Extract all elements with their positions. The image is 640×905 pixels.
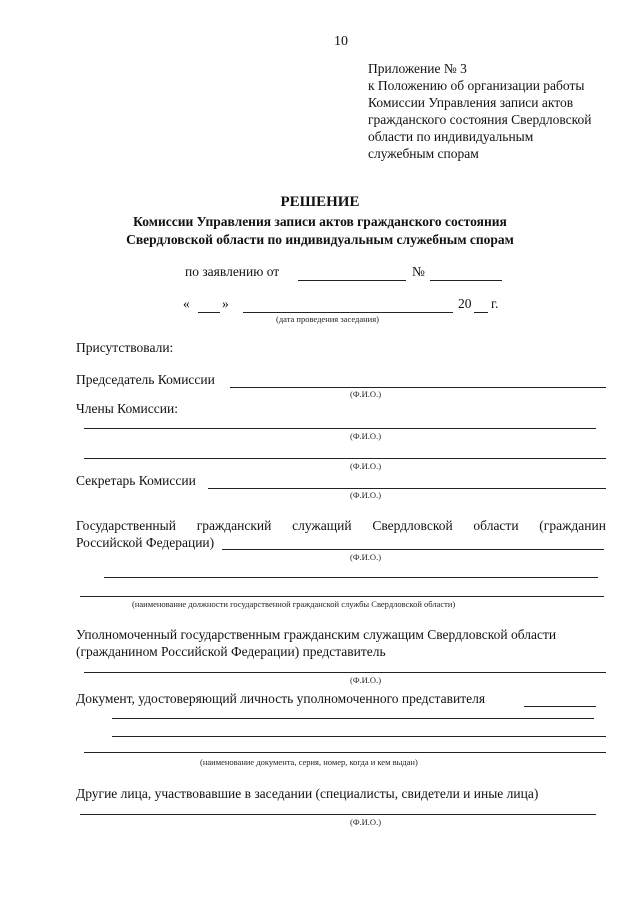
date-caption: (дата проведения заседания) <box>276 314 379 324</box>
appendix-note <box>368 60 592 162</box>
chairman-label: Председатель Комиссии <box>76 372 215 387</box>
representative-line-1: Уполномоченный государственным гражданским служащим Свердловской области <box>76 627 557 642</box>
secretary-field[interactable] <box>208 488 606 489</box>
servant-word: Государственный <box>76 518 176 533</box>
servant-word: области <box>473 518 519 533</box>
fio-caption: (Ф.И.О.) <box>350 675 382 685</box>
representative-line-2: (гражданином Российской Федерации) представитель <box>76 644 386 659</box>
fio-caption: (Ф.И.О.) <box>350 389 382 399</box>
document-title: РЕШЕНИЕ <box>280 194 360 210</box>
year-field[interactable] <box>474 312 488 313</box>
servant-word: Свердловской <box>372 518 453 533</box>
representative-field[interactable] <box>84 672 606 673</box>
fio-caption: (Ф.И.О.) <box>350 461 382 471</box>
document-field-2[interactable] <box>112 736 606 737</box>
member-field-2[interactable] <box>84 458 606 459</box>
application-date-field[interactable] <box>298 280 406 281</box>
quote-open: « <box>183 296 190 311</box>
member-field-1[interactable] <box>84 428 596 429</box>
servant-line-2: Российской Федерации) <box>76 535 215 550</box>
appendix-line: гражданского состояния Свердловской <box>368 112 592 127</box>
servant-word: гражданский <box>196 518 272 533</box>
position-field[interactable] <box>80 596 604 597</box>
document-field-3[interactable] <box>84 752 606 753</box>
position-caption: (наименование должности государственной гражданской службы Свердловской области) <box>132 599 456 609</box>
others-label: Другие лица, участвовавшие в заседании (специалисты, свидетели и иные лица) <box>76 786 539 801</box>
servant-line-1 <box>76 518 606 534</box>
appendix-line: Приложение № 3 <box>368 61 467 76</box>
secretary-label: Секретарь Комиссии <box>76 473 196 488</box>
servant-word: (гражданин <box>539 518 606 533</box>
others-field[interactable] <box>80 814 596 815</box>
appendix-line: к Положению об организации работы <box>368 78 585 93</box>
servant-word: служащий <box>292 518 352 533</box>
fio-caption: (Ф.И.О.) <box>350 552 382 562</box>
servant-name-field[interactable] <box>222 549 604 550</box>
year-prefix: 20 <box>458 296 472 311</box>
page-number: 10 <box>334 34 348 49</box>
document-subtitle <box>0 213 640 249</box>
fio-caption: (Ф.И.О.) <box>350 431 382 441</box>
document-caption: (наименование документа, серия, номер, когда и кем выдан) <box>200 757 418 767</box>
appendix-line: области по индивидуальным <box>368 129 534 144</box>
fio-caption: (Ф.И.О.) <box>350 490 382 500</box>
appendix-line: Комиссии Управления записи актов <box>368 95 574 110</box>
fio-caption: (Ф.И.О.) <box>350 817 382 827</box>
application-label: по заявлению от <box>185 264 280 279</box>
application-number-field[interactable] <box>430 280 502 281</box>
quote-close: » <box>222 296 229 311</box>
day-field[interactable] <box>198 312 220 313</box>
document-field-inline[interactable] <box>524 706 596 707</box>
servant-extra-field[interactable] <box>104 577 598 578</box>
present-label: Присутствовали: <box>76 340 174 355</box>
members-label: Члены Комиссии: <box>76 401 178 416</box>
subtitle-line-1: Комиссии Управления записи актов гражданского состояния <box>133 214 507 229</box>
year-suffix: г. <box>491 296 499 311</box>
month-field[interactable] <box>243 312 453 313</box>
document-field-1[interactable] <box>112 718 594 719</box>
document-label: Документ, удостоверяющий личность уполномоченного представителя <box>76 691 486 706</box>
number-sign: № <box>412 264 425 279</box>
appendix-line: служебным спорам <box>368 146 479 161</box>
subtitle-line-2: Свердловской области по индивидуальным служебным спорам <box>126 232 514 247</box>
chairman-field[interactable] <box>230 387 606 388</box>
